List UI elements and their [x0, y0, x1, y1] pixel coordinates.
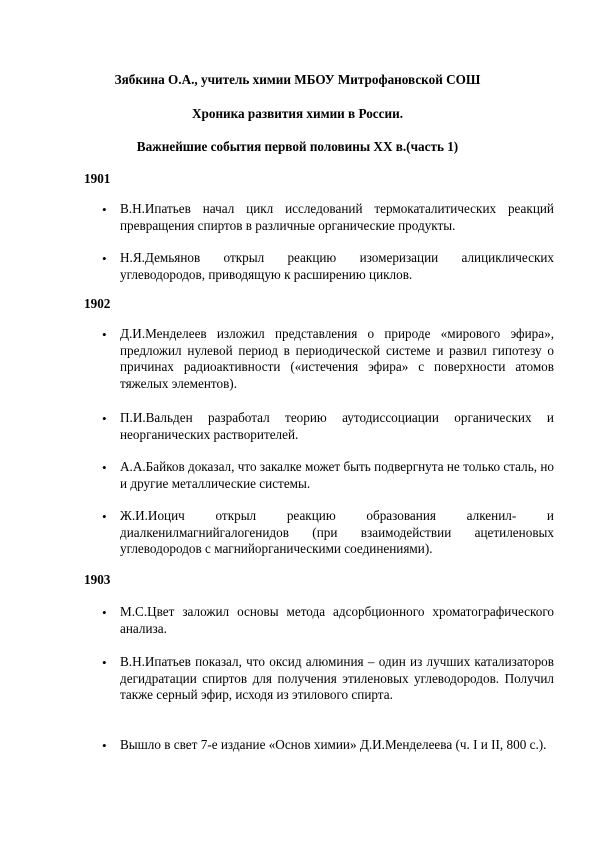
bullet-icon: •: [102, 509, 107, 524]
bullet-icon: •: [102, 460, 107, 475]
list-item-text: А.А.Байков доказал, что закалке может быть подвергнута не только сталь, но и другие металлические системы.: [120, 459, 554, 491]
bullet-icon: •: [102, 655, 107, 670]
bullet-icon: •: [102, 411, 107, 426]
bullet-icon: •: [102, 251, 107, 266]
list-item-text: В.Н.Ипатьев начал цикл исследований термокаталитических реакций превращения спиртов в различные органические продукты.: [120, 201, 554, 233]
list-item-text: Вышло в свет 7-е издание «Основ химии» Д.И.Менделеева (ч. I и II, 800 с.).: [120, 737, 547, 752]
year-heading-1903: 1903: [84, 572, 111, 587]
bullet-icon: •: [102, 202, 107, 217]
document-title: Хроника развития химии в России.: [192, 106, 403, 121]
bullet-icon: •: [102, 605, 107, 620]
document-subtitle: Важнейшие события первой половины XX в.(часть 1): [136, 139, 459, 154]
list-item-text: Ж.И.Иоцич открыл реакцию образования алкенил- и диалкенилмагнийгалогенидов (при взаимодействии ацетиленовых углеводородов с магнийорганическими соединениями).: [120, 508, 554, 557]
year-heading-1902: 1902: [84, 296, 111, 311]
list-item-text: В.Н.Ипатьев показал, что оксид алюминия – один из лучших катализаторов дегидратации спиртов для получения этиленовых углеводородов. Получил также серный эфир, исходя из этилового спирта.: [120, 654, 554, 703]
bullet-icon: •: [102, 327, 107, 342]
bullet-icon: •: [102, 738, 107, 753]
author-line: Зябкина О.А., учитель химии МБОУ Митрофановской СОШ: [114, 72, 481, 87]
list-item-text: П.И.Вальден разработал теорию аутодиссоциации органических и неорганических растворителей.: [120, 410, 554, 442]
year-heading-1901: 1901: [84, 171, 111, 186]
list-item-text: М.С.Цвет заложил основы метода адсорбционного хроматографического анализа.: [120, 604, 554, 636]
list-item-text: Д.И.Менделеев изложил представления о природе «мирового эфира», предложил нулевой период в периодической системе и развил гипотезу о причинах радиоактивности («истечения эфира» с поверхности атомов тяжелых элементов).: [120, 326, 554, 391]
list-item-text: Н.Я.Демьянов открыл реакцию изомеризации алициклических углеводородов, приводящую к расширению циклов.: [120, 250, 554, 282]
